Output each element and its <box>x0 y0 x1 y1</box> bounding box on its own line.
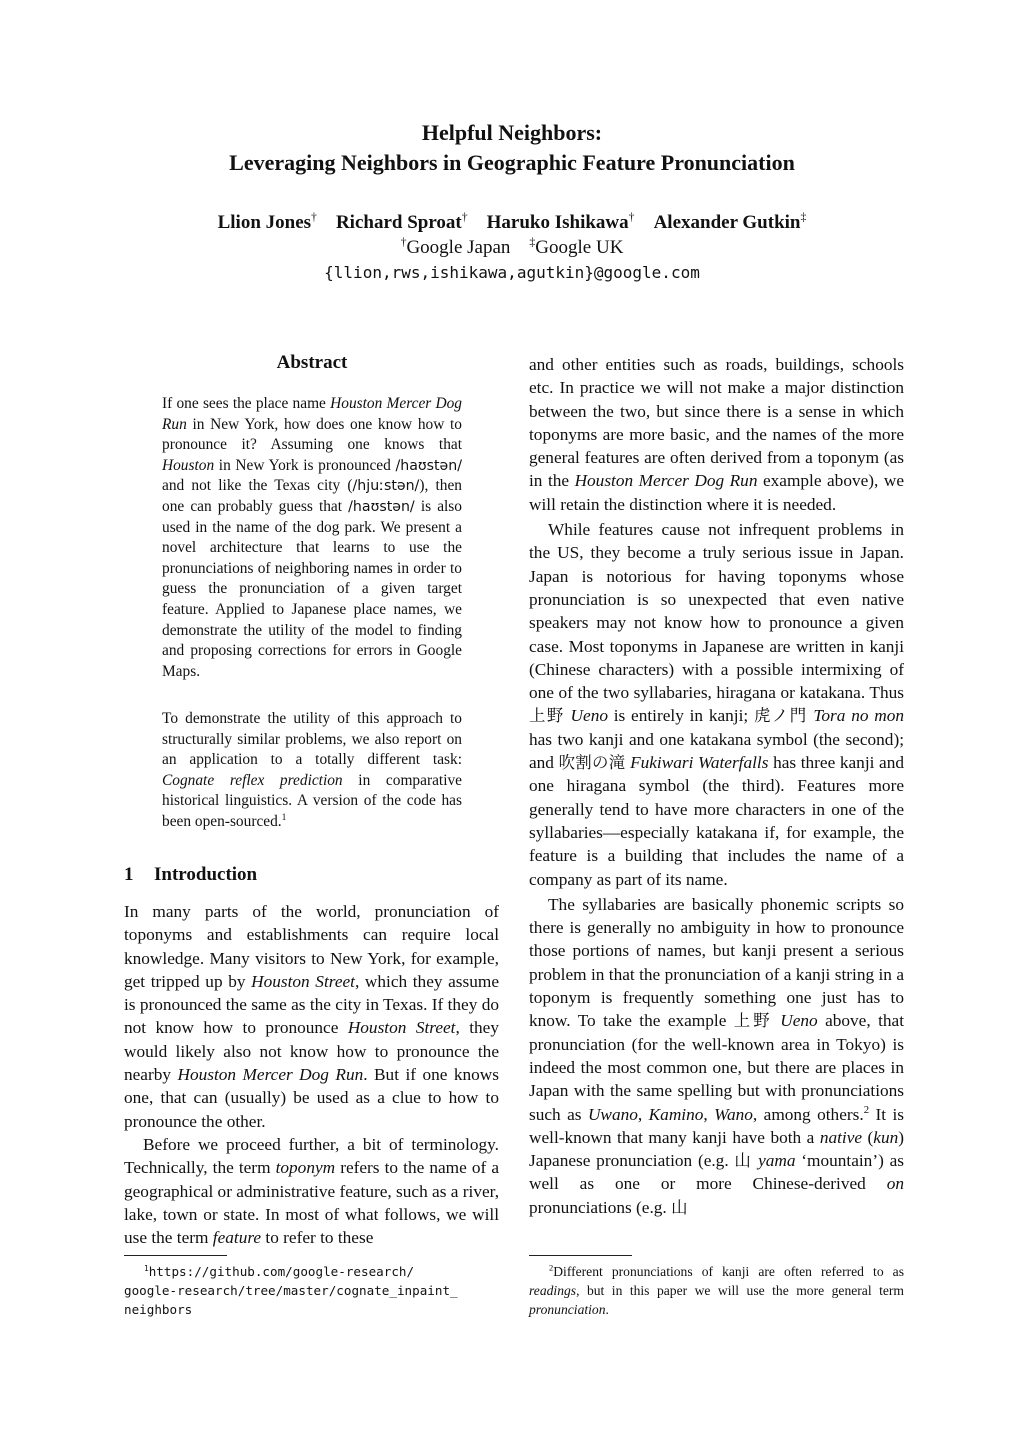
text-run: is entirely in kanji; <box>607 706 754 726</box>
emphasis: Ueno <box>780 1011 818 1031</box>
author-mark: † <box>461 210 468 224</box>
emphasis: Fukiwari Waterfalls <box>630 753 769 773</box>
text-run: ) Japanese pronunciation (e.g. <box>529 1127 905 1171</box>
text-run: Different pronunciations of kanji are often referred to as <box>553 1264 904 1279</box>
intro-paragraph-1 <box>124 900 499 1133</box>
abstract-heading: Abstract <box>276 352 348 373</box>
text-run: ( <box>862 1127 874 1147</box>
text-run: , <box>637 1104 649 1124</box>
text-run: pronunciations (e.g. <box>529 1197 672 1217</box>
author-name: Richard Sproat <box>335 212 462 233</box>
text-run: In many parts of the world, pronunciation of toponyms and establishments can require local knowledge. Many visitors to New York, for example, get tripped up by <box>124 902 499 991</box>
author-name: Llion Jones <box>217 212 312 233</box>
affiliation-mark: † <box>400 235 407 249</box>
text-run: has three kanji and one hiragana symbol (the third). Features more generally tend to have more characters in one of the syllabaries—especially katakana if, for example, the feature is a building that includes the name of a company as part of its name. <box>529 753 904 889</box>
footnote-2 <box>529 1262 904 1319</box>
affiliation-name: Google UK <box>535 237 624 258</box>
text-run: has two kanji and one katakana symbol (the second); and <box>529 729 904 773</box>
text-run: is also used in the name of the dog park. We present a novel architecture that learns to use the pronunciations of neighboring names in order to guess the pronunciation of a given target feature. Applied to Japanese place names, we demonstrate the utility of the model to finding and proposing corrections for errors in Google Maps. <box>162 497 462 680</box>
emphasis: on <box>886 1174 904 1194</box>
footnote-link[interactable]: https://github.com/google-research/ <box>148 1264 415 1279</box>
text-run: to refer to these <box>261 1228 374 1248</box>
kanji-text: 吹割の滝 <box>558 753 626 773</box>
text-run: While features cause not infrequent problems in the US, they become a truly serious issue in Japan. Japan is notorious for having toponyms whose pronunciation is so unexpected that even native speakers may not know how to pronounce a given case. Most toponyms in Japanese are written in kanji (Chinese characters) with a possible intermixing of one of the two syllabaries, hiragana or katakana. Thus <box>529 520 904 703</box>
kanji-text: 上野 <box>733 1011 773 1031</box>
text-run: Before we proceed further, a bit of terminology. Technically, the term <box>124 1134 499 1178</box>
affiliation-name: Google Japan <box>406 237 511 258</box>
kanji-text: 上野 <box>529 706 565 726</box>
text-run: ‘mountain’) as well as one or more Chinese-derived <box>529 1151 904 1194</box>
emphasis: Houston Mercer Dog Run <box>177 1065 364 1085</box>
title-line-1: Helpful Neighbors: <box>421 120 603 145</box>
right-paragraph-1 <box>529 353 904 516</box>
author-email: {llion,rws,ishikawa,agutkin}@google.com <box>324 263 700 282</box>
text-run: , they would likely also not know how to pronounce the nearby <box>124 1018 499 1085</box>
footnote-divider <box>529 1255 632 1256</box>
text-run: , <box>703 1104 715 1124</box>
title-line-2: Leveraging Neighbors in Geographic Feature Pronunciation <box>229 150 795 175</box>
footnote-link[interactable]: neighbors <box>124 1302 193 1317</box>
footnote-mark[interactable]: 2 <box>863 1103 870 1116</box>
text-run: in New York is pronounced <box>214 456 396 474</box>
emphasis: Tora no mon <box>813 706 905 726</box>
kanji-text: 山 <box>734 1151 753 1171</box>
text-run: , but in this paper we will use the more general term <box>576 1283 904 1298</box>
text-run: refers to the name of a geographical or administrative feature, such as a river, lake, town or state. In most of what follows, we will use the term <box>124 1158 500 1248</box>
emphasis: Houston Street <box>251 971 355 991</box>
text-run: To demonstrate the utility of this approach to structurally similar problems, we also report on an application to a totally different task: <box>162 710 462 769</box>
footnote-number: 2 <box>549 1262 554 1273</box>
emphasis: Uwano <box>587 1104 638 1124</box>
affiliation-mark: ‡ <box>529 235 536 249</box>
emphasis: toponym <box>275 1158 336 1178</box>
intro-paragraph-2 <box>124 1133 499 1249</box>
footnote-divider <box>124 1255 227 1256</box>
author-mark: † <box>628 210 635 224</box>
author-name: Haruko Ishikawa <box>486 212 629 233</box>
emphasis: yama <box>758 1151 796 1171</box>
emphasis: kun <box>873 1127 899 1147</box>
author-name: Alexander Gutkin <box>653 212 801 233</box>
section-number: 1 <box>124 864 134 885</box>
text-run: above, that pronunciation (for the well-known area in Tokyo) is indeed the most common one, but there are places in Japan with the same spelling but with pronunciations such as <box>529 1011 904 1124</box>
text-run: , which they assume is pronounced the same as the city in Texas. If they do not know how to pronounce <box>124 971 500 1038</box>
author-mark: † <box>311 210 317 224</box>
intro-right-column <box>529 353 904 1219</box>
emphasis: Houston Mercer Dog Run <box>574 471 758 491</box>
text-run: , among others. <box>752 1104 864 1124</box>
emphasis: feature <box>212 1228 262 1248</box>
emphasis: readings <box>529 1283 577 1298</box>
ipa-transcription: /haʊstən/ <box>348 498 415 515</box>
text-run: in New York, how does one know how to pronounce it? Assuming one knows that <box>162 415 462 454</box>
text-run: It is well-known that many kanji have both a <box>529 1104 905 1147</box>
emphasis: Wano <box>714 1104 753 1124</box>
emphasis: pronunciation <box>529 1302 606 1317</box>
abstract-paragraph-1 <box>162 394 462 682</box>
section-title: Introduction <box>154 864 258 885</box>
kanji-text: 山 <box>671 1197 688 1217</box>
text-run: and other entities such as roads, buildings, schools etc. In practice we will not make a major distinction between the two, but since there is a sense in which toponyms are more basic, and the names of the more general features are often derived from a toponym (as in the <box>529 355 904 491</box>
affiliations <box>0 236 1024 260</box>
footnote-number: 1 <box>144 1263 149 1273</box>
footnote-link[interactable]: google-research/tree/master/cognate_inpaint_ <box>124 1283 458 1298</box>
intro-left-column <box>124 900 499 1249</box>
emphasis: native <box>819 1127 863 1147</box>
kanji-text: 虎ノ門 <box>753 706 808 726</box>
emphasis: Houston Street <box>347 1018 456 1038</box>
text-run: in comparative historical linguistics. A version of the code has been open-sourced. <box>162 771 462 830</box>
abstract-paragraph-2 <box>162 709 462 833</box>
emphasis: Ueno <box>570 706 608 726</box>
text-run: The syllabaries are basically phonemic scripts so there is generally no ambiguity in how to pronounce those portions of names, but kanji present a serious problem in that the pronunciation of a kanji string in a toponym is frequently something one just has to know. To take the example <box>529 894 904 1031</box>
text-run: If one sees the place name <box>162 395 331 412</box>
text-run: . <box>605 1302 609 1317</box>
section-heading-introduction <box>124 864 257 886</box>
author-list <box>0 211 1024 235</box>
right-paragraph-2 <box>529 518 904 891</box>
right-paragraph-3 <box>529 893 904 1219</box>
ipa-transcription: /haʊstən/ <box>395 457 462 474</box>
text-run: example above), we will retain the distinction where it is needed. <box>529 471 905 514</box>
emphasis: Houston <box>162 456 215 474</box>
ipa-transcription: /hjuːstən/ <box>352 478 420 495</box>
text-run: . But if one knows one, that can (usually) be used as a clue to how to pronounce the other. <box>124 1065 500 1131</box>
text-run: ), then one can probably guess that <box>162 477 462 515</box>
emphasis: Kamino <box>648 1104 704 1124</box>
text-run: and not like the Texas city ( <box>162 477 353 495</box>
author-mark: ‡ <box>800 210 807 224</box>
emphasis: Cognate reflex prediction <box>162 771 343 789</box>
paper-title <box>0 118 1024 178</box>
emphasis: Houston Mercer Dog Run <box>162 395 463 433</box>
footnote-mark[interactable]: 1 <box>281 811 287 823</box>
footnote-1 <box>124 1262 504 1319</box>
